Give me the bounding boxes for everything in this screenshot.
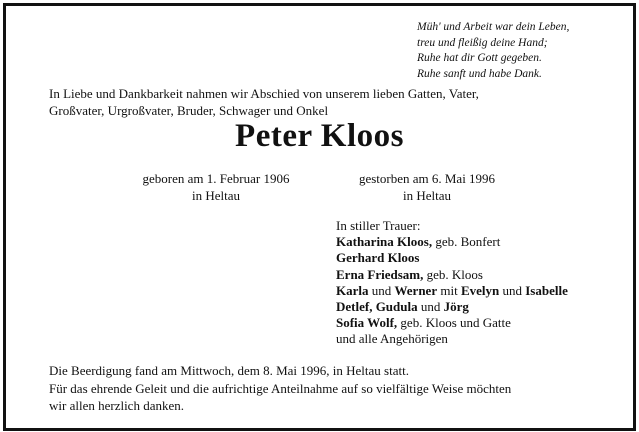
mourner-line xyxy=(336,250,568,266)
mourner-line: und alle Angehörigen xyxy=(336,331,448,347)
mourners-list xyxy=(336,218,568,348)
poem-line: Müh' und Arbeit war dein Leben, xyxy=(417,21,570,33)
birth-info xyxy=(124,170,308,204)
death-info xyxy=(336,170,518,204)
mourner-name: Evelyn xyxy=(460,282,500,298)
mourner-name: Sofia Wolf, xyxy=(336,315,398,331)
intro-line: Großvater, Urgroßvater, Bruder, Schwager und Onkel xyxy=(49,103,329,118)
mourner-name: Detlef, Gudula xyxy=(336,299,418,315)
mourner-name: Werner xyxy=(394,282,438,298)
mourner-connector: und xyxy=(499,282,526,298)
mourner-line xyxy=(336,234,568,250)
poem-line: Ruhe sanft und habe Dank. xyxy=(417,67,542,80)
intro-line: In Liebe und Dankbarkeit nahmen wir Abschied von unserem lieben Gatten, Vater, xyxy=(49,86,479,101)
funeral-info: Die Beerdigung fand am Mittwoch, dem 8. Mai 1996, in Heltau statt. xyxy=(49,363,409,378)
thanks-text xyxy=(49,380,594,414)
deceased-name: Peter Kloos xyxy=(235,118,404,154)
mourner-connector: mit xyxy=(437,282,461,298)
death-place: in Heltau xyxy=(402,188,451,203)
mourner-name: Katharina Kloos, xyxy=(336,234,433,250)
mourner-line xyxy=(336,283,568,299)
mourner-detail: geb. Bonfert xyxy=(432,234,501,250)
poem-line: Ruhe hat dir Gott gegeben. xyxy=(417,52,542,64)
mourner-detail: geb. Kloos und Gatte xyxy=(397,315,511,331)
mourner-name: Erna Friedsam, xyxy=(336,266,424,282)
mourner-name: Isabelle xyxy=(525,282,568,298)
birth-place: in Heltau xyxy=(191,188,240,203)
obituary-notice xyxy=(3,3,636,431)
mourner-line xyxy=(336,299,568,315)
poem-line: treu und fleißig deine Hand; xyxy=(417,36,548,49)
mourner-detail: geb. Kloos xyxy=(423,266,483,282)
mourning-label: In stiller Trauer: xyxy=(336,218,421,233)
mourner-name: Gerhard Kloos xyxy=(336,250,420,266)
mourner-name: Jörg xyxy=(443,299,469,315)
mourner-line xyxy=(336,315,568,331)
thanks-line: wir allen herzlich danken. xyxy=(49,398,184,413)
mourner-line xyxy=(336,267,568,283)
death-date: gestorben am 6. Mai 1996 xyxy=(358,171,496,186)
intro-text xyxy=(49,85,589,119)
birth-date: geboren am 1. Februar 1906 xyxy=(142,171,290,186)
mourner-connector: und xyxy=(368,282,395,298)
mourner-name: Karla xyxy=(336,282,369,298)
poem-verse xyxy=(417,20,569,82)
mourner-connector: und xyxy=(417,299,444,315)
thanks-line: Für das ehrende Geleit und die aufrichtige Anteilnahme auf so vielfältige Weise möchten xyxy=(49,381,512,396)
